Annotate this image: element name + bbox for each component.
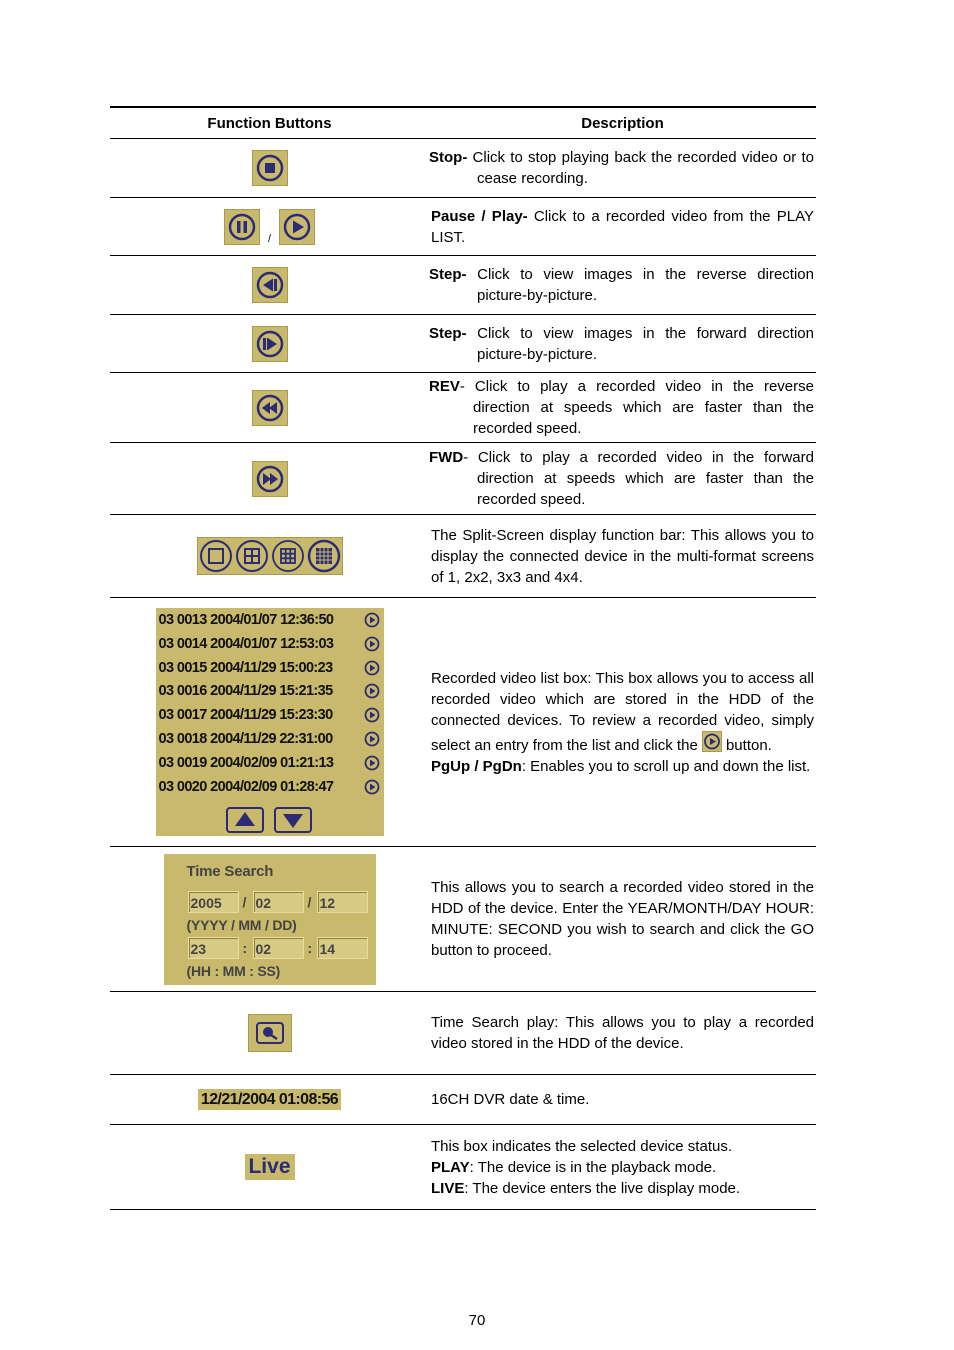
list-item-text: 03 0020 2004/02/09 01:28:47 — [158, 778, 334, 795]
fwd-description: - Click to play a recorded video in the forward direction at speeds which are faster than the recorded speed. — [463, 449, 814, 508]
month-field[interactable]: 02 — [253, 891, 304, 913]
rev-label: REV — [429, 378, 460, 395]
play-mode-label: PLAY — [431, 1158, 470, 1176]
time-format-label: (HH : MM : SS) — [186, 962, 281, 979]
year-field[interactable]: 2005 — [188, 891, 239, 913]
table-row — [110, 1125, 816, 1210]
list-item[interactable] — [159, 609, 381, 631]
fast-forward-icon — [252, 461, 288, 497]
list-item-text: 03 0016 2004/11/29 15:21:35 — [158, 683, 333, 700]
list-item-text: 03 0017 2004/11/29 15:23:30 — [158, 707, 333, 724]
pgup-pgdn-description: : Enables you to scroll up and down the list. — [521, 757, 811, 775]
play-icon[interactable] — [364, 707, 380, 723]
hour-field[interactable]: 23 — [188, 937, 239, 959]
step-forward-label: Step- — [429, 324, 467, 342]
split-screen-description: The Split-Screen display function bar: This allows you to display the connected device in the multi-format screens of 1, 2x2, 3x3 and 4x4. — [429, 515, 816, 598]
recorded-video-list — [156, 608, 384, 836]
date-separator: / — [307, 893, 312, 910]
time-separator: : — [242, 939, 248, 956]
table-row — [110, 373, 816, 443]
split-3x3-icon — [273, 541, 303, 571]
header-function-buttons: Function Buttons — [110, 107, 429, 139]
time-search-panel — [164, 854, 376, 985]
page-up-button[interactable] — [226, 807, 264, 833]
step-forward-description: Click to view images in the forward direction picture-by-picture. — [466, 324, 814, 363]
table-row — [110, 598, 816, 847]
list-item[interactable] — [159, 704, 381, 726]
header-description: Description — [429, 107, 816, 139]
time-search-description: This allows you to search a recorded video stored in the HDD of the device. Enter the YEAR/MONTH/DAY HOUR: MINUTE: SECOND you wish to search and click the GO button to proceed. — [429, 847, 816, 992]
search-icon — [248, 1014, 292, 1052]
table-row — [110, 315, 816, 373]
step-back-description: Click to view images in the reverse direction picture-by-picture. — [466, 266, 814, 304]
play-icon[interactable] — [364, 636, 380, 652]
pause-icon — [224, 209, 260, 245]
minute-field[interactable]: 02 — [253, 937, 304, 959]
table-row — [110, 443, 816, 515]
stop-description: Click to stop playing back the recorded video or to cease recording. — [467, 149, 814, 187]
list-item-text: 03 0013 2004/01/07 12:36:50 — [158, 612, 334, 628]
date-time-description: 16CH DVR date & time. — [429, 1075, 816, 1125]
table-row — [110, 139, 816, 198]
list-item[interactable] — [159, 752, 381, 774]
list-description-end: button. — [725, 736, 772, 754]
date-separator: / — [242, 893, 247, 910]
page-down-button[interactable] — [274, 807, 312, 833]
list-item[interactable] — [159, 680, 381, 702]
stop-label: Stop- — [429, 149, 468, 166]
list-item[interactable] — [159, 728, 381, 750]
pgup-pgdn-label: PgUp / PgDn — [431, 757, 522, 775]
function-buttons-table — [110, 106, 816, 1210]
play-icon — [702, 731, 722, 752]
live-mode-description: : The device enters the live display mode. — [464, 1179, 741, 1197]
step-forward-icon — [252, 326, 288, 362]
split-screen-bar — [197, 537, 343, 575]
list-item[interactable] — [159, 633, 381, 655]
second-field[interactable]: 14 — [317, 937, 368, 959]
date-format-label: (YYYY / MM / DD) — [186, 916, 297, 933]
list-item-text: 03 0019 2004/02/09 01:21:13 — [158, 754, 334, 771]
list-description: Recorded video list box: This box allows you to access all recorded video which are stored in the HDD of the connected devices. To review a recorded video, simply select an entry from the list and click the — [431, 669, 814, 754]
play-mode-description: : The device is in the playback mode. — [469, 1158, 717, 1176]
fwd-label: FWD — [429, 449, 464, 466]
rewind-icon — [252, 390, 288, 426]
table-row — [110, 847, 816, 992]
pause-play-description: Click to a recorded video from the PLAY LIST. — [431, 207, 814, 246]
play-icon[interactable] — [364, 660, 380, 676]
table-row — [110, 256, 816, 315]
step-backward-icon — [252, 267, 288, 303]
split-1x1-icon — [201, 541, 231, 571]
table-row — [110, 198, 816, 256]
play-icon[interactable] — [364, 779, 380, 795]
table-row — [110, 992, 816, 1075]
time-separator: : — [307, 939, 313, 956]
device-status-badge: Live — [245, 1154, 295, 1180]
play-icon — [279, 209, 315, 245]
step-back-label: Step- — [429, 266, 467, 283]
dvr-date-time: 12/21/2004 01:08:56 — [198, 1089, 341, 1110]
play-icon[interactable] — [364, 731, 380, 747]
list-item-text: 03 0015 2004/11/29 15:00:23 — [158, 659, 333, 676]
rev-description: - Click to play a recorded video in the reverse direction at speeds which are faster than the recorded speed. — [459, 378, 814, 437]
list-item-text: 03 0018 2004/11/29 22:31:00 — [158, 731, 333, 747]
live-mode-label: LIVE — [431, 1179, 465, 1197]
status-description: This box indicates the selected device status. — [431, 1137, 732, 1155]
time-search-title: Time Search — [186, 862, 274, 880]
day-field[interactable]: 12 — [317, 891, 368, 913]
list-item[interactable] — [159, 776, 381, 798]
play-icon[interactable] — [364, 612, 380, 628]
split-2x2-icon — [237, 541, 267, 571]
pause-play-label: Pause / Play- — [431, 207, 528, 225]
list-item[interactable] — [159, 657, 381, 679]
table-row — [110, 1075, 816, 1125]
play-icon[interactable] — [364, 755, 380, 771]
play-icon[interactable] — [364, 683, 380, 699]
time-search-play-description: Time Search play: This allows you to play a recorded video stored in the HDD of the device. — [429, 992, 816, 1075]
stop-icon — [252, 150, 288, 186]
split-4x4-icon — [309, 541, 339, 571]
slash-separator: / — [267, 232, 272, 245]
list-item-text: 03 0014 2004/01/07 12:53:03 — [158, 635, 334, 652]
page-number: 70 — [468, 1312, 486, 1329]
table-row — [110, 515, 816, 598]
